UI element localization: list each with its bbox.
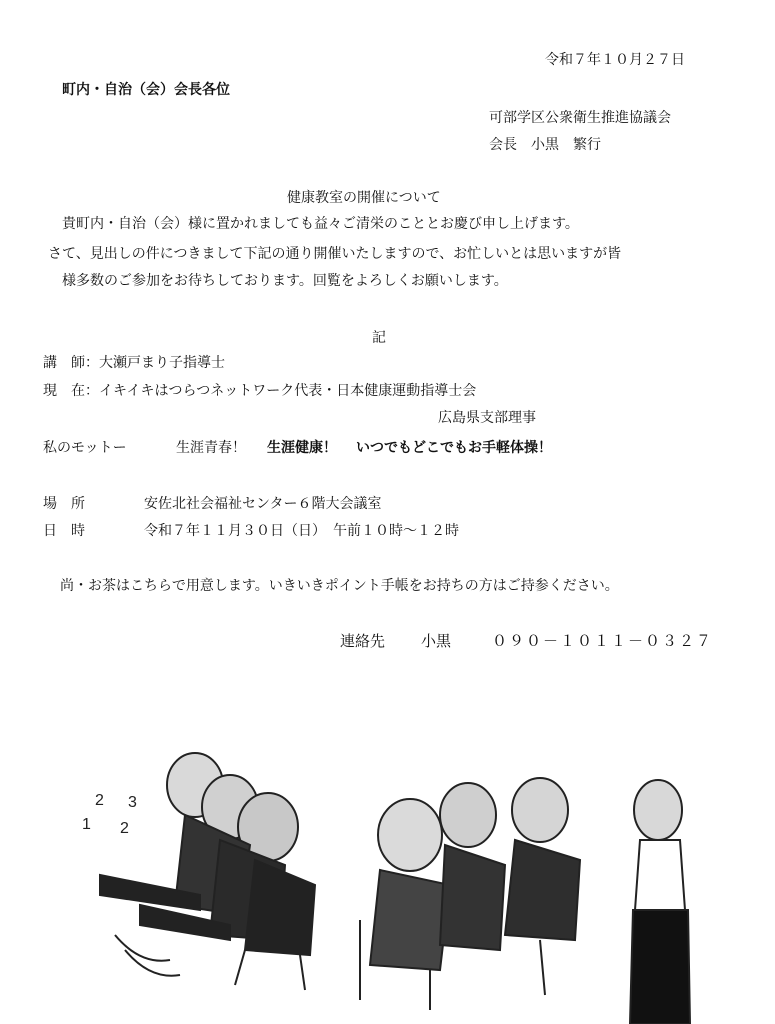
- motto-1: 生涯青春！: [176, 440, 246, 456]
- lecturer: 講 師：大瀬戸まり子指導士: [43, 355, 225, 371]
- exercise-illustration: [0, 735, 775, 1024]
- document-date: 令和７年１０月２７日: [545, 52, 685, 68]
- motto-2: 生涯健康！: [267, 440, 337, 456]
- contact-phone: ０９０－１０１１－０３２７: [492, 632, 714, 650]
- instructor-shirt: [635, 840, 685, 910]
- contact-label: 連絡先: [340, 632, 386, 650]
- senior-body-5: [440, 845, 505, 950]
- instructor-head: [634, 780, 682, 840]
- sender-name: 会長 小黒 繁行: [489, 137, 601, 153]
- senior-body-3: [245, 860, 315, 955]
- chair-leg: [540, 940, 545, 995]
- current-position: 現 在：イキイキはつらつネットワーク代表・日本健康運動指導士会: [43, 383, 477, 399]
- current-position-cont: 広島県支部理事: [438, 410, 536, 426]
- place-value: 安佐北社会福祉センター６階大会議室: [144, 496, 382, 512]
- sender-organization: 可部学区公衆衛生推進協議会: [489, 110, 671, 126]
- senior-body-4: [370, 870, 450, 970]
- count-mark-3: 3: [128, 794, 137, 811]
- motto-label: 私のモットー: [43, 440, 127, 456]
- count-mark-2b: 2: [120, 820, 129, 837]
- chair-leg: [300, 955, 305, 990]
- senior-head-6: [512, 778, 568, 842]
- motion-line: [115, 935, 170, 961]
- chair-leg: [235, 950, 245, 985]
- senior-head-4: [378, 799, 442, 871]
- count-mark-2a: 2: [95, 792, 104, 809]
- document-title: 健康教室の開催について: [287, 190, 441, 206]
- body-line-1: 貴町内・自治（会）様に置かれましても益々ご清栄のこととお慶び申し上げます。: [62, 216, 579, 232]
- note: 尚・お茶はこちらで用意します。いきいきポイント手帳をお持ちの方はご持参ください。: [60, 578, 619, 594]
- contact-name: 小黒: [421, 632, 452, 650]
- count-mark-1: 1: [82, 816, 91, 833]
- body-line-2: さて、見出しの件につきまして下記の通り開催いたしますので、お忙しいとは思いますが皆: [48, 246, 622, 262]
- recipient: 町内・自治（会）会長各位: [62, 82, 230, 98]
- datetime-label: 日 時: [43, 523, 85, 539]
- motion-line: [125, 950, 180, 976]
- ki-heading: 記: [372, 330, 386, 346]
- senior-body-6: [505, 840, 580, 940]
- body-line-3: 様多数のご参加をお待ちしております。回覧をよろしくお願いします。: [62, 273, 508, 289]
- instructor-legs: [630, 910, 690, 1024]
- place-label: 場 所: [43, 496, 85, 512]
- datetime-value: 令和７年１１月３０日（日） 午前１０時～１２時: [144, 523, 459, 539]
- senior-head-5: [440, 783, 496, 847]
- motto-3: いつでもどこでもお手軽体操！: [356, 440, 552, 456]
